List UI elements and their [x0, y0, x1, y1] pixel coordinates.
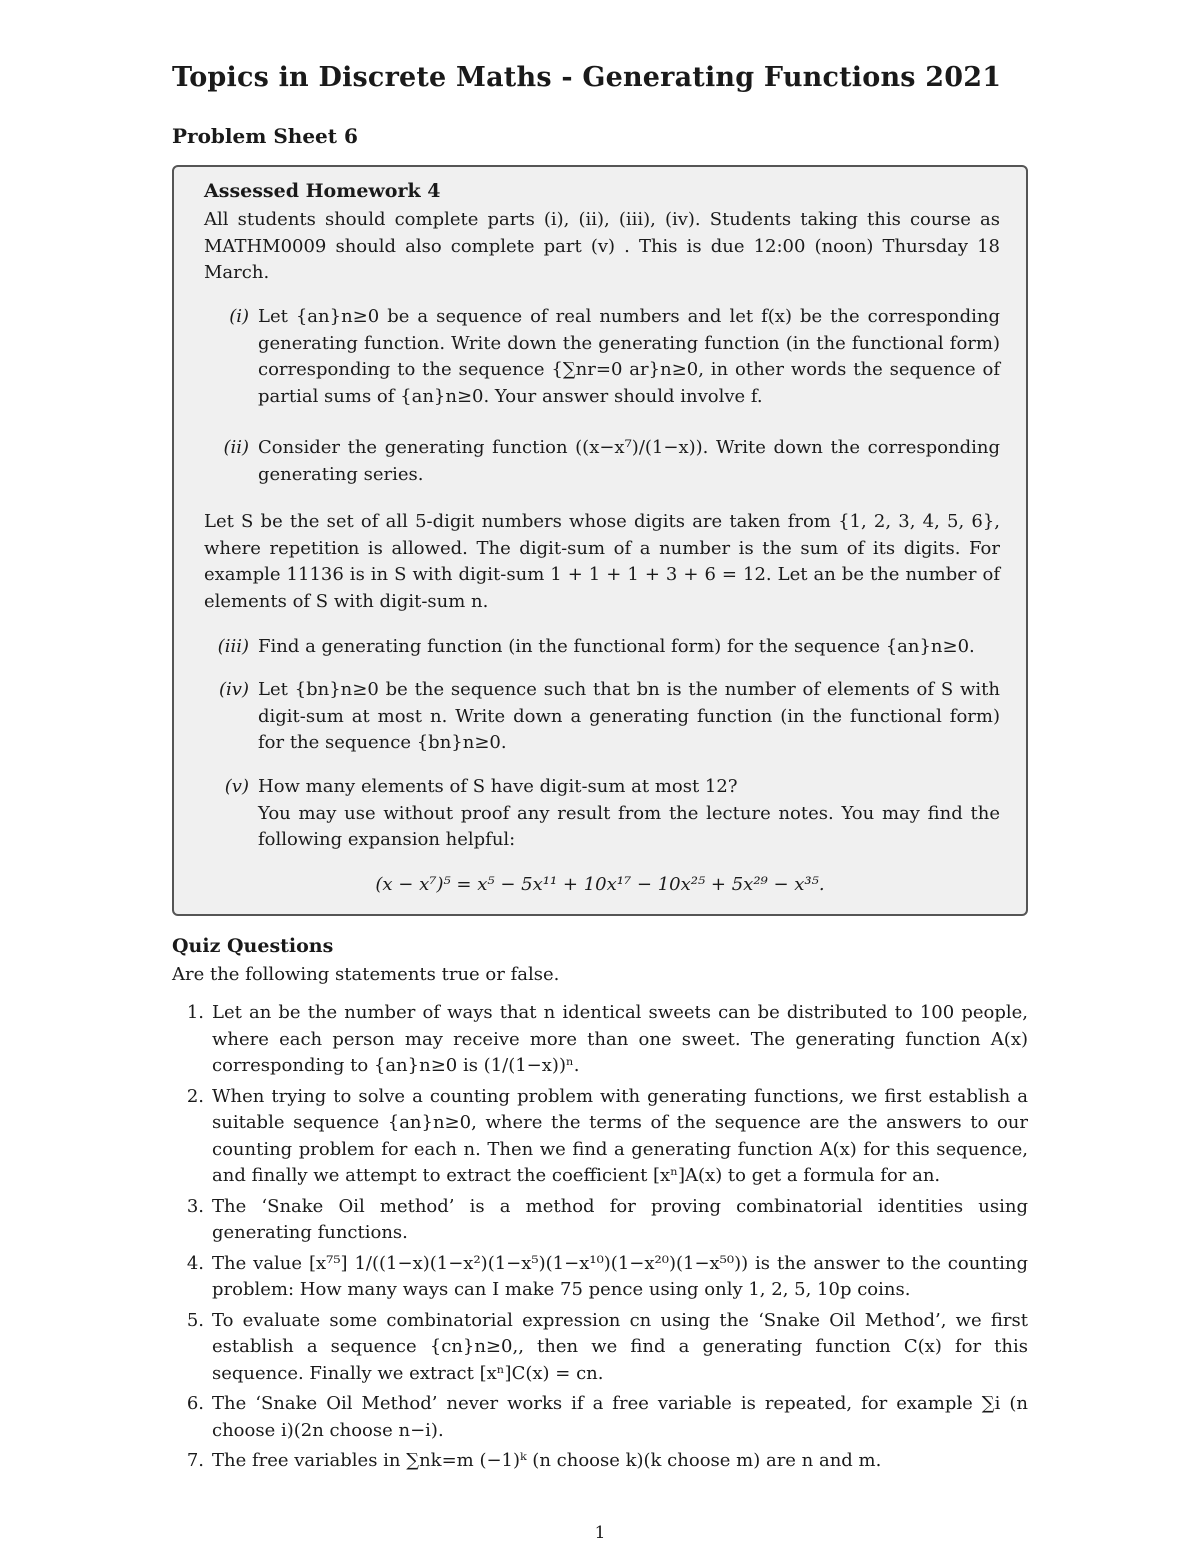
quiz-item-text: The ‘Snake Oil Method’ never works if a free variable is repeated, for example ∑i (n choose i)(2n choose n−i). — [212, 1393, 1028, 1441]
quiz-item — [172, 1084, 1028, 1190]
quiz-intro: Are the following statements true or false. — [172, 964, 560, 985]
part-label: (ii) — [223, 437, 249, 458]
page-number: 1 — [594, 1523, 606, 1543]
quiz-item-text: The free variables in ∑nk=m (−1)ᵏ (n choose k)(k choose m) are n and m. — [212, 1450, 882, 1471]
quiz-item-number: 2. — [186, 1085, 204, 1107]
sheet-title: Problem Sheet 6 — [172, 124, 358, 148]
part-label: (i) — [229, 306, 249, 327]
quiz-item-text: To evaluate some combinatorial expression cn using the ‘Snake Oil Method’, we first establish a sequence {cn}n≥0,, then we find a generating function C(x) for this sequence. Finally we extract [xⁿ]C(x) = cn. — [212, 1309, 1028, 1384]
part-text: Let {an}n≥0 be a sequence of real numbers and let f(x) be the corresponding generating function. Write down the generating function (in the functional form) corresponding to the sequence {∑nr=0 ar}n≥0, in other words the sequence of partial sums of {an}n≥0. Your answer should involve f. — [258, 306, 1000, 407]
part-text — [258, 774, 1000, 854]
quiz-item — [172, 1000, 1028, 1080]
part-label: (v) — [224, 776, 249, 797]
part-v-note: You may use without proof any result from the lecture notes. You may find the following expansion helpful: — [258, 802, 1000, 850]
homework-heading: Assessed Homework 4 — [204, 180, 441, 202]
quiz-item-text: When trying to solve a counting problem with generating functions, we first establish a suitable sequence {an}n≥0, where the terms of the sequence are the answers to our counting problem for each n. Then we find a generating function A(x) for this sequence, and finally we attempt to extract the coefficient [xⁿ]A(x) to get a formula for an. — [212, 1085, 1028, 1186]
quiz-item-number: 7. — [186, 1450, 204, 1471]
homework-intro: All students should complete parts (i), (ii), (iii), (iv). Students taking this course as MATHM0009 should also complete part (v) . This is due 12:00 (noon) Thursday 18 March. — [204, 209, 1000, 283]
part-text: Let {bn}n≥0 be the sequence such that bn is the number of elements of S with digit-sum at most n. Write down a generating function (in the functional form) for the sequence {bn}n≥0. — [258, 679, 1000, 753]
part-label: (iii) — [217, 636, 249, 657]
page-title: Topics in Discrete Maths - Generating Functions 2021 — [172, 62, 1002, 93]
quiz-item — [172, 1391, 1028, 1444]
part-ii — [204, 435, 1000, 488]
quiz-list — [172, 1000, 1028, 1479]
quiz-item-text: Let an be the number of ways that n identical sweets can be distributed to 100 people, where each person may receive more than one sweet. The generating function A(x) corresponding to {an}n≥0 is (1/(1−x))ⁿ. — [212, 1002, 1028, 1076]
quiz-item — [172, 1448, 1028, 1475]
quiz-item-number: 3. — [186, 1195, 204, 1217]
quiz-item — [172, 1194, 1028, 1247]
quiz-item-text: The ‘Snake Oil method’ is a method for proving combinatorial identities using generating functions. — [212, 1195, 1028, 1243]
part-i — [204, 304, 1000, 410]
quiz-item — [172, 1308, 1028, 1388]
part-v — [204, 774, 1000, 854]
part-v-question: How many elements of S have digit-sum at most 12? — [258, 776, 738, 797]
quiz-item-number: 1. — [186, 1002, 204, 1023]
quiz-item-number: 6. — [186, 1393, 204, 1414]
quiz-item-number: 4. — [186, 1252, 204, 1274]
part-text: Find a generating function (in the functional form) for the sequence {an}n≥0. — [258, 636, 975, 657]
quiz-item — [172, 1251, 1028, 1304]
homework-box — [172, 165, 1028, 916]
part-label: (iv) — [219, 679, 249, 700]
set-paragraph: Let S be the set of all 5-digit numbers whose digits are taken from {1, 2, 3, 4, 5, 6}, where repetition is allowed. The digit-sum of a number is the sum of its digits. For example 11136 is in S with digit-sum 1 + 1 + 1 + 3 + 6 = 12. Let an be the number of elements of S with digit-sum n. — [204, 511, 1000, 612]
quiz-item-number: 5. — [186, 1309, 204, 1331]
part-iii — [204, 634, 1000, 661]
quiz-title: Quiz Questions — [172, 935, 334, 957]
expansion-formula: (x − x⁷)⁵ = x⁵ − 5x¹¹ + 10x¹⁷ − 10x²⁵ + 5x²⁹ − x³⁵. — [375, 874, 825, 895]
part-text: Consider the generating function ((x−x⁷)/(1−x)). Write down the corresponding generating series. — [258, 437, 1000, 485]
part-iv — [204, 677, 1000, 757]
quiz-item-text: The value [x⁷⁵] 1/((1−x)(1−x²)(1−x⁵)(1−x¹⁰)(1−x²⁰)(1−x⁵⁰)) is the answer to the counting problem: How many ways can I make 75 pence using only 1, 2, 5, 10p coins. — [212, 1252, 1028, 1300]
